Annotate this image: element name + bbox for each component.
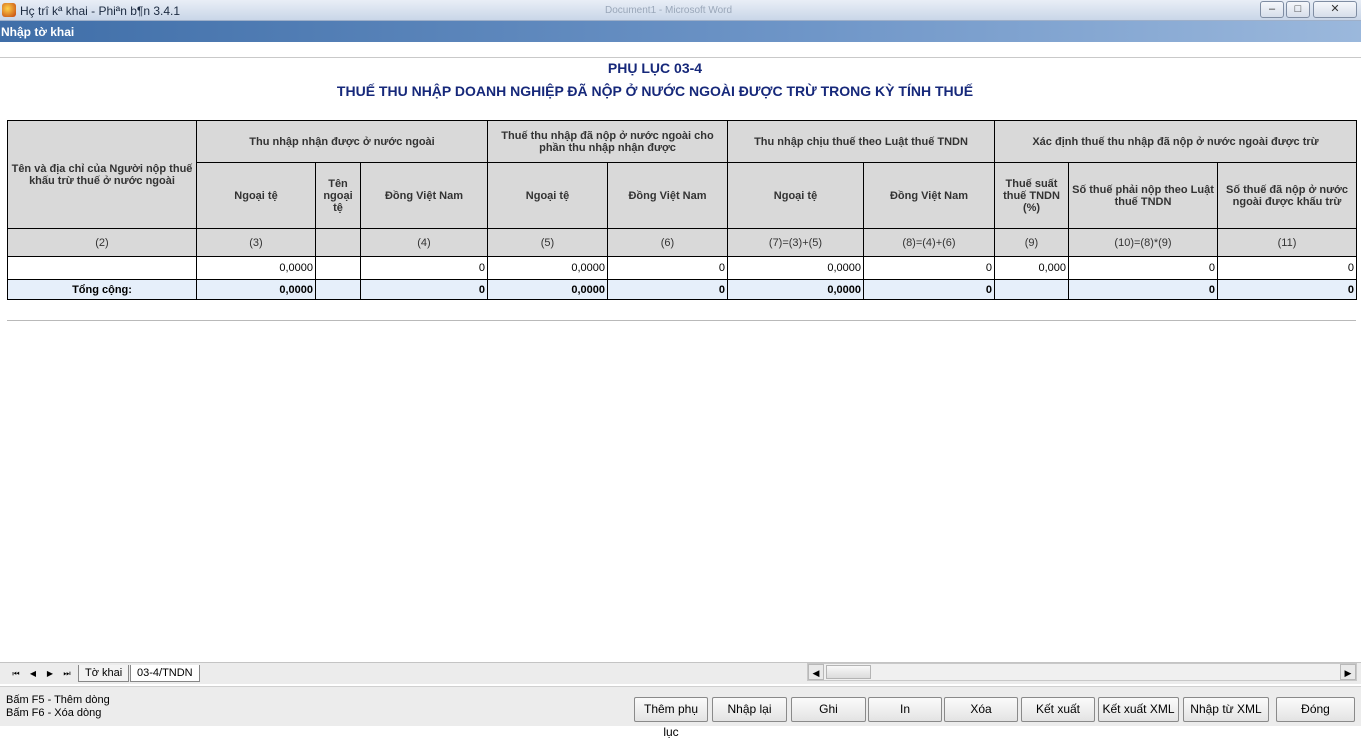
print-button[interactable]: In bbox=[868, 697, 942, 722]
close-button[interactable]: Đóng bbox=[1276, 697, 1355, 722]
index-cell: (5) bbox=[488, 229, 608, 257]
total-label: Tổng cộng: bbox=[8, 280, 197, 300]
export-button[interactable]: Kết xuất bbox=[1021, 697, 1095, 722]
index-cell: (4) bbox=[361, 229, 488, 257]
scroll-left-icon[interactable]: ◀ bbox=[808, 664, 824, 680]
total-cell: 0 bbox=[608, 280, 728, 300]
form-header-label: Nhập tờ khai bbox=[1, 25, 75, 39]
window-title: Hç trî kª khai - Phiªn b¶n 3.4.1 bbox=[20, 4, 181, 18]
total-cell bbox=[995, 280, 1069, 300]
content-divider bbox=[7, 320, 1356, 321]
header-so-thue-phai-nop: Số thuế phải nộp theo Luật thuế TNDN bbox=[1069, 163, 1218, 229]
header-group-tax-paid-abroad: Thuế thu nhập đã nộp ở nước ngoài cho phần thu nhập nhận được bbox=[488, 121, 728, 163]
hint-delete-row: Bấm F6 - Xóa dòng bbox=[6, 707, 102, 719]
scroll-thumb[interactable] bbox=[826, 665, 871, 679]
total-cell: 0,0000 bbox=[197, 280, 316, 300]
cell-name-address[interactable] bbox=[8, 257, 197, 280]
horizontal-scrollbar[interactable] bbox=[807, 663, 1357, 681]
save-button[interactable]: Ghi bbox=[791, 697, 866, 722]
index-cell: (8)=(4)+(6) bbox=[864, 229, 995, 257]
background-window-title: Document1 - Microsoft Word bbox=[605, 5, 733, 16]
close-window-button[interactable]: ✕ bbox=[1313, 1, 1357, 18]
import-xml-button[interactable]: Nhập từ XML bbox=[1183, 697, 1269, 722]
form-subtitle: THUẾ THU NHẬP DOANH NGHIỆP ĐÃ NỘP Ở NƯỚC NGOÀI ĐƯỢC TRỪ TRONG KỲ TÍNH THUẾ bbox=[336, 83, 974, 99]
footer-bar bbox=[0, 686, 1361, 739]
cell-so-thue-da-nop[interactable]: 0 bbox=[1218, 257, 1357, 280]
header-dong-vn-2: Đồng Việt Nam bbox=[608, 163, 728, 229]
table-row bbox=[8, 257, 1357, 280]
tab-to-khai[interactable]: Tờ khai bbox=[78, 665, 129, 682]
header-so-thue-da-nop: Số thuế đã nộp ở nước ngoài được khấu trừ bbox=[1218, 163, 1357, 229]
header-thue-suat: Thuế suất thuế TNDN (%) bbox=[995, 163, 1069, 229]
add-appendix-button[interactable]: Thêm phụ lục bbox=[634, 697, 708, 722]
tab-03-4-tndn[interactable]: 03-4/TNDN bbox=[130, 665, 200, 682]
header-ten-ngoai-te: Tên ngoại tệ bbox=[316, 163, 361, 229]
total-cell: 0 bbox=[1218, 280, 1357, 300]
cell-ngoai-te-3[interactable]: 0,0000 bbox=[728, 257, 864, 280]
total-cell: 0,0000 bbox=[728, 280, 864, 300]
index-cell: (10)=(8)*(9) bbox=[1069, 229, 1218, 257]
cell-dong-vn-3[interactable]: 0 bbox=[864, 257, 995, 280]
next-sheet-icon[interactable]: ▶ bbox=[46, 669, 54, 678]
header-group-income-abroad: Thu nhập nhận được ở nước ngoài bbox=[197, 121, 488, 163]
total-cell: 0 bbox=[864, 280, 995, 300]
header-dong-vn-3: Đồng Việt Nam bbox=[864, 163, 995, 229]
cell-so-thue-phai-nop[interactable]: 0 bbox=[1069, 257, 1218, 280]
index-cell: (9) bbox=[995, 229, 1069, 257]
tax-table bbox=[7, 120, 1357, 300]
prev-sheet-icon[interactable]: ◀ bbox=[29, 669, 37, 678]
maximize-button[interactable]: □ bbox=[1286, 1, 1310, 18]
form-title: PHỤ LỤC 03-4 bbox=[607, 60, 703, 76]
cell-ngoai-te-2[interactable]: 0,0000 bbox=[488, 257, 608, 280]
header-ngoai-te-3: Ngoại tệ bbox=[728, 163, 864, 229]
index-cell: (7)=(3)+(5) bbox=[728, 229, 864, 257]
total-cell: 0 bbox=[361, 280, 488, 300]
app-icon bbox=[2, 3, 16, 17]
total-cell: 0,0000 bbox=[488, 280, 608, 300]
form-header-bar bbox=[0, 21, 1361, 42]
header-ngoai-te-2: Ngoại tệ bbox=[488, 163, 608, 229]
header-col-name: Tên và địa chỉ của Người nộp thuế khấu trừ thuế ở nước ngoài bbox=[8, 121, 197, 229]
index-cell: (6) bbox=[608, 229, 728, 257]
header-ngoai-te-1: Ngoại tệ bbox=[197, 163, 316, 229]
cell-thue-suat[interactable]: 0,000 bbox=[995, 257, 1069, 280]
window-titlebar bbox=[0, 0, 1361, 21]
header-group-deductible-tax: Xác định thuế thu nhập đã nộp ở nước ngoài được trừ bbox=[995, 121, 1357, 163]
index-cell: (3) bbox=[197, 229, 316, 257]
total-cell: 0 bbox=[1069, 280, 1218, 300]
cell-ngoai-te-1[interactable]: 0,0000 bbox=[197, 257, 316, 280]
last-sheet-icon[interactable]: ⏭ bbox=[63, 669, 71, 678]
header-group-taxable-income: Thu nhập chịu thuế theo Luật thuế TNDN bbox=[728, 121, 995, 163]
reset-button[interactable]: Nhập lại bbox=[712, 697, 787, 722]
cell-ten-ngoai-te[interactable] bbox=[316, 257, 361, 280]
cell-dong-vn-1[interactable]: 0 bbox=[361, 257, 488, 280]
index-row bbox=[8, 229, 1357, 257]
index-cell: (2) bbox=[8, 229, 197, 257]
index-cell bbox=[316, 229, 361, 257]
first-sheet-icon[interactable]: ⏮ bbox=[12, 669, 20, 678]
minimize-button[interactable]: – bbox=[1260, 1, 1284, 18]
scroll-right-icon[interactable]: ▶ bbox=[1340, 664, 1356, 680]
header-dong-vn-1: Đồng Việt Nam bbox=[361, 163, 488, 229]
export-xml-button[interactable]: Kết xuất XML bbox=[1098, 697, 1179, 722]
index-cell: (11) bbox=[1218, 229, 1357, 257]
cell-dong-vn-2[interactable]: 0 bbox=[608, 257, 728, 280]
delete-button[interactable]: Xóa bbox=[944, 697, 1018, 722]
total-cell bbox=[316, 280, 361, 300]
total-row bbox=[8, 280, 1357, 300]
hint-add-row: Bấm F5 - Thêm dòng bbox=[6, 694, 110, 706]
